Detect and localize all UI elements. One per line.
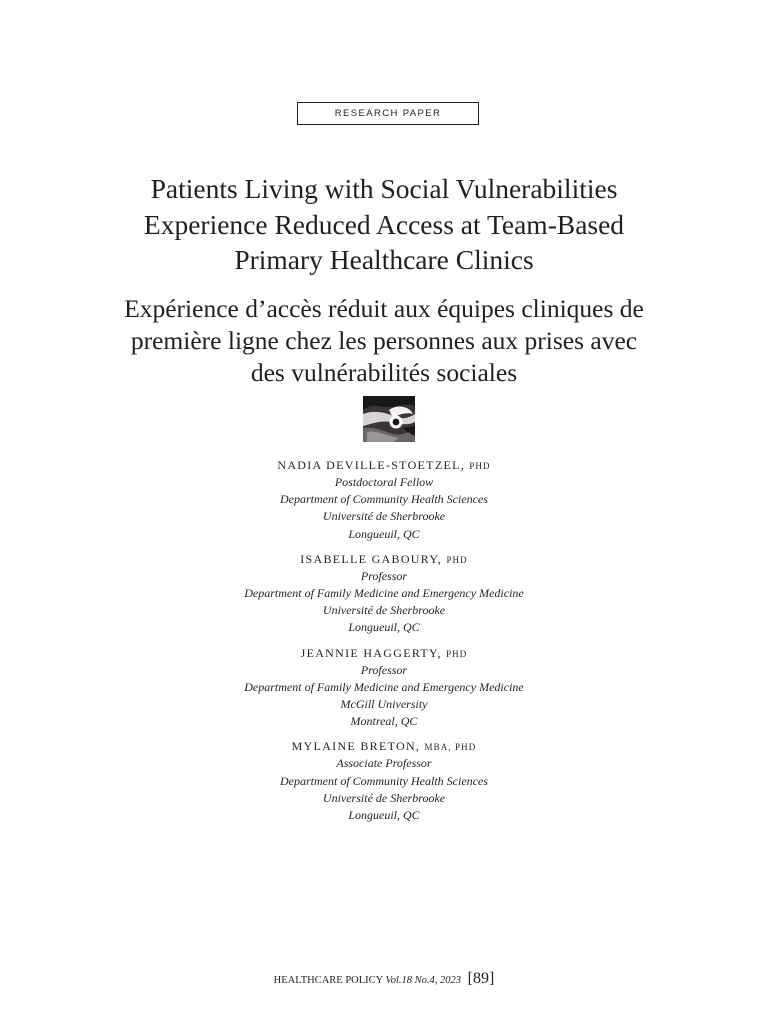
author-institution: Université de Sherbrooke xyxy=(322,603,446,618)
article-title-french xyxy=(40,293,728,389)
author-department: Department of Family Medicine and Emergency Medicine xyxy=(244,679,524,694)
page-number: [89] xyxy=(467,970,495,987)
page-footer xyxy=(0,969,768,991)
title-en-line: Primary Healthcare Clinics xyxy=(234,244,534,275)
title-en-line: Experience Reduced Access at Team-Based xyxy=(143,208,625,240)
author-institution: Université de Sherbrooke xyxy=(322,509,446,524)
author-block xyxy=(0,457,768,543)
author-location: Longueuil, QC xyxy=(348,620,420,635)
author-degree: PHD xyxy=(469,461,491,471)
author-list xyxy=(0,457,768,832)
author-position: Associate Professor xyxy=(336,756,432,771)
author-department: Department of Community Health Sciences xyxy=(280,773,488,788)
title-fr-line: Expérience d’accès réduit aux équipes cliniques de xyxy=(124,294,644,323)
title-fr-line: des vulnérabilités sociales xyxy=(250,358,518,387)
title-en-line: Patients Living with Social Vulnerabilities xyxy=(150,173,618,204)
journal-volume: Vol.18 No.4, 2023 xyxy=(385,975,462,986)
author-name-line xyxy=(0,457,768,474)
author-location: Longueuil, QC xyxy=(348,526,420,541)
author-location: Montreal, QC xyxy=(350,714,418,729)
author-degree: PHD xyxy=(446,648,468,659)
article-title-english xyxy=(40,171,728,278)
author-name: ISABELLE GABOURY, xyxy=(300,551,443,566)
author-block xyxy=(0,551,768,637)
author-location: Longueuil, QC xyxy=(348,808,420,823)
journal-name: HEALTHCARE POLICY xyxy=(273,975,383,986)
author-degree: PHD xyxy=(446,554,468,565)
author-position: Postdoctoral Fellow xyxy=(334,475,434,489)
section-badge: RESEARCH PAPER xyxy=(297,102,479,125)
title-fr-line: première ligne chez les personnes aux prises avec xyxy=(130,326,638,355)
author-name: NADIA DEVILLE-STOETZEL, xyxy=(277,458,466,472)
author-department: Department of Community Health Sciences xyxy=(280,492,488,507)
author-degree: MBA, PHD xyxy=(424,742,477,753)
author-institution: McGill University xyxy=(340,697,428,712)
author-name-line xyxy=(0,645,768,662)
author-department: Department of Family Medicine and Emergency Medicine xyxy=(244,586,524,601)
author-name-line xyxy=(0,738,768,755)
author-block xyxy=(0,738,768,824)
author-position: Professor xyxy=(360,568,408,583)
author-name-line xyxy=(0,551,768,568)
author-position: Professor xyxy=(360,662,408,677)
author-name: JEANNIE HAGGERTY, xyxy=(300,645,442,660)
author-name: MYLAINE BRETON, xyxy=(291,739,421,754)
author-block xyxy=(0,645,768,731)
journal-emblem-icon xyxy=(363,396,415,442)
author-institution: Université de Sherbrooke xyxy=(322,790,446,805)
